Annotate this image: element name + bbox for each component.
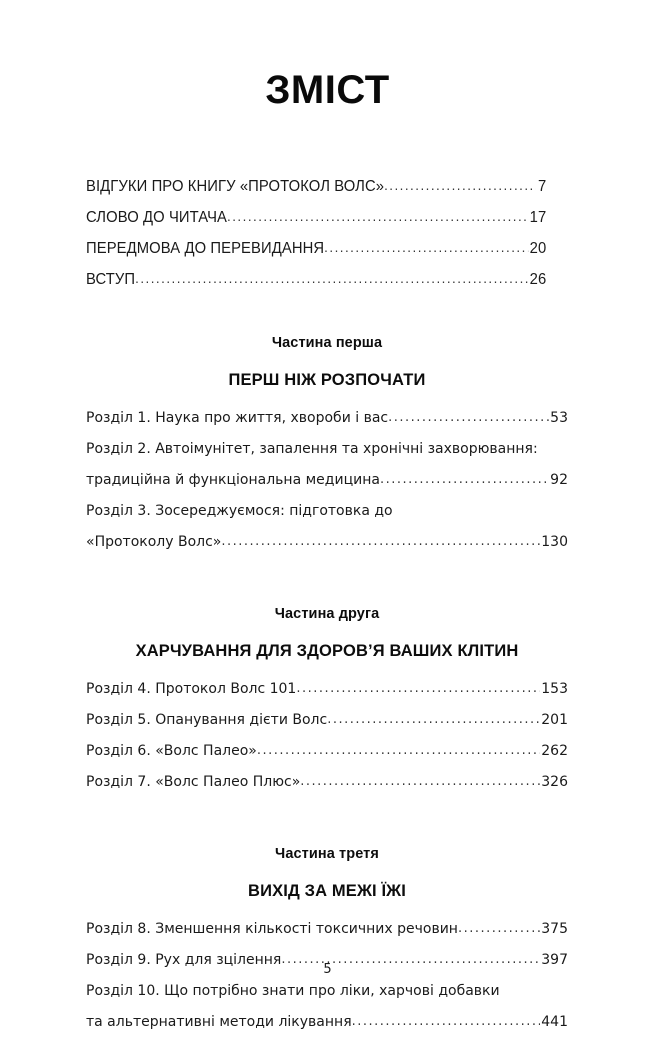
toc-entry-label: Розділ 7. «Волс Палео Плюс» <box>86 774 301 790</box>
chapter-list <box>86 681 568 805</box>
toc-entry-label: традиційна й функціональна медицина <box>86 472 380 488</box>
toc-entry-line <box>86 503 568 534</box>
front-matter-list <box>86 178 568 302</box>
toc-entry-page: 20 <box>529 240 547 257</box>
toc-entry-label: Розділ 5. Опанування дієти Волс <box>86 712 328 728</box>
toc-entry-label: Розділ 3. Зосереджуємося: підготовка до <box>86 503 393 519</box>
toc-entry-line <box>86 712 568 743</box>
toc-entry-label: Розділ 10. Що потрібно знати про ліки, харчові добавки <box>86 983 500 999</box>
toc-entry[interactable] <box>86 209 546 240</box>
part-section <box>86 336 568 565</box>
chapter-list <box>86 921 568 1045</box>
dot-leader <box>380 472 549 487</box>
part-title: ПЕРШ НІЖ РОЗПОЧАТИ <box>228 370 426 389</box>
toc-entry-line <box>86 743 568 774</box>
toc-entry-label: Розділ 4. Протокол Волс 101 <box>86 681 297 697</box>
spacer <box>86 302 568 336</box>
toc-entry-label: ВСТУП <box>86 271 136 288</box>
dot-leader <box>324 239 528 255</box>
part-subtitle: Частина третя <box>275 846 379 862</box>
toc-entry-page: 441 <box>541 1014 568 1030</box>
toc-entry-label: «Протоколу Волс» <box>86 534 222 550</box>
dot-leader <box>296 681 540 696</box>
toc-entry-page: 375 <box>541 921 568 937</box>
toc-entry[interactable] <box>86 410 568 441</box>
toc-entry-label: Розділ 9. Рух для зцілення <box>86 952 282 968</box>
toc-entry-page: 17 <box>529 209 547 226</box>
dot-leader <box>327 712 540 727</box>
dot-leader <box>388 410 549 425</box>
spacer <box>86 565 568 607</box>
part-section <box>86 805 568 1045</box>
spacer <box>86 659 568 681</box>
part-subtitle: Частина друга <box>274 606 380 622</box>
toc-entry-label: Розділ 2. Автоімунітет, запалення та хронічні захворювання: <box>86 441 538 457</box>
toc-entry-page: 7 <box>537 178 547 195</box>
toc-entry-line <box>86 983 568 1014</box>
toc-entry[interactable] <box>86 921 568 952</box>
dot-leader <box>135 270 528 286</box>
toc-entry-label: Розділ 1. Наука про життя, хвороби і вас <box>86 410 389 426</box>
toc-entry-page: 262 <box>541 743 568 759</box>
dot-leader <box>352 1014 541 1029</box>
toc-entry-page: 153 <box>541 681 568 697</box>
dot-leader <box>221 534 540 549</box>
toc-entry-label: ВІДГУКИ ПРО КНИГУ «ПРОТОКОЛ ВОЛС» <box>86 178 385 195</box>
page-title: ЗМІСТ <box>265 68 390 112</box>
part-subtitle: Частина перша <box>271 335 383 351</box>
toc-entry-line <box>86 410 568 441</box>
part-title: ХАРЧУВАННЯ ДЛЯ ЗДОРОВ’Я ВАШИХ КЛІТИН <box>135 641 519 660</box>
parts-container <box>86 336 568 1045</box>
toc-entry-label: та альтернативні методи лікування <box>86 1014 352 1030</box>
toc-entry[interactable] <box>86 743 568 774</box>
spacer <box>86 805 568 847</box>
toc-entry[interactable] <box>86 712 568 743</box>
toc-entry-page: 130 <box>541 534 568 550</box>
toc-entry[interactable] <box>86 178 546 209</box>
toc-entry-label: Розділ 6. «Волс Палео» <box>86 743 257 759</box>
toc-entry-line <box>86 472 568 503</box>
toc-entry-line <box>86 681 568 712</box>
toc-entry[interactable] <box>86 774 568 805</box>
toc-entry-label: Розділ 8. Зменшення кількості токсичних речовин <box>86 921 458 937</box>
toc-entry-line <box>86 774 568 805</box>
part-heading <box>86 336 568 388</box>
toc-entry-line <box>86 534 568 565</box>
toc-content <box>86 178 568 1045</box>
toc-entry[interactable] <box>86 441 568 503</box>
toc-entry-line <box>86 921 568 952</box>
dot-leader <box>257 743 540 758</box>
toc-entry-page: 26 <box>529 271 547 288</box>
toc-entry-page: 397 <box>541 952 568 968</box>
dot-leader <box>458 921 540 936</box>
toc-entry-page: 201 <box>541 712 568 728</box>
toc-entry[interactable] <box>86 503 568 565</box>
toc-entry-line <box>86 1014 568 1045</box>
toc-entry-label: ПЕРЕДМОВА ДО ПЕРЕВИДАННЯ <box>86 240 325 257</box>
part-heading <box>86 847 568 899</box>
part-section <box>86 565 568 805</box>
chapter-list <box>86 410 568 565</box>
toc-entry-page: 92 <box>550 472 568 488</box>
dot-leader <box>227 208 528 224</box>
toc-entry[interactable] <box>86 240 546 271</box>
dot-leader <box>384 177 536 193</box>
part-title: ВИХІД ЗА МЕЖІ ЇЖІ <box>248 881 406 900</box>
toc-entry-page: 53 <box>550 410 568 426</box>
spacer <box>86 899 568 921</box>
toc-entry-label: СЛОВО ДО ЧИТАЧА <box>86 209 228 226</box>
dot-leader <box>300 774 540 789</box>
toc-entry[interactable] <box>86 983 568 1045</box>
toc-entry-page: 326 <box>541 774 568 790</box>
toc-entry[interactable] <box>86 681 568 712</box>
part-heading <box>86 607 568 659</box>
page-number: 5 <box>323 962 332 977</box>
toc-entry[interactable] <box>86 271 546 302</box>
toc-entry-line <box>86 441 568 472</box>
spacer <box>86 388 568 410</box>
